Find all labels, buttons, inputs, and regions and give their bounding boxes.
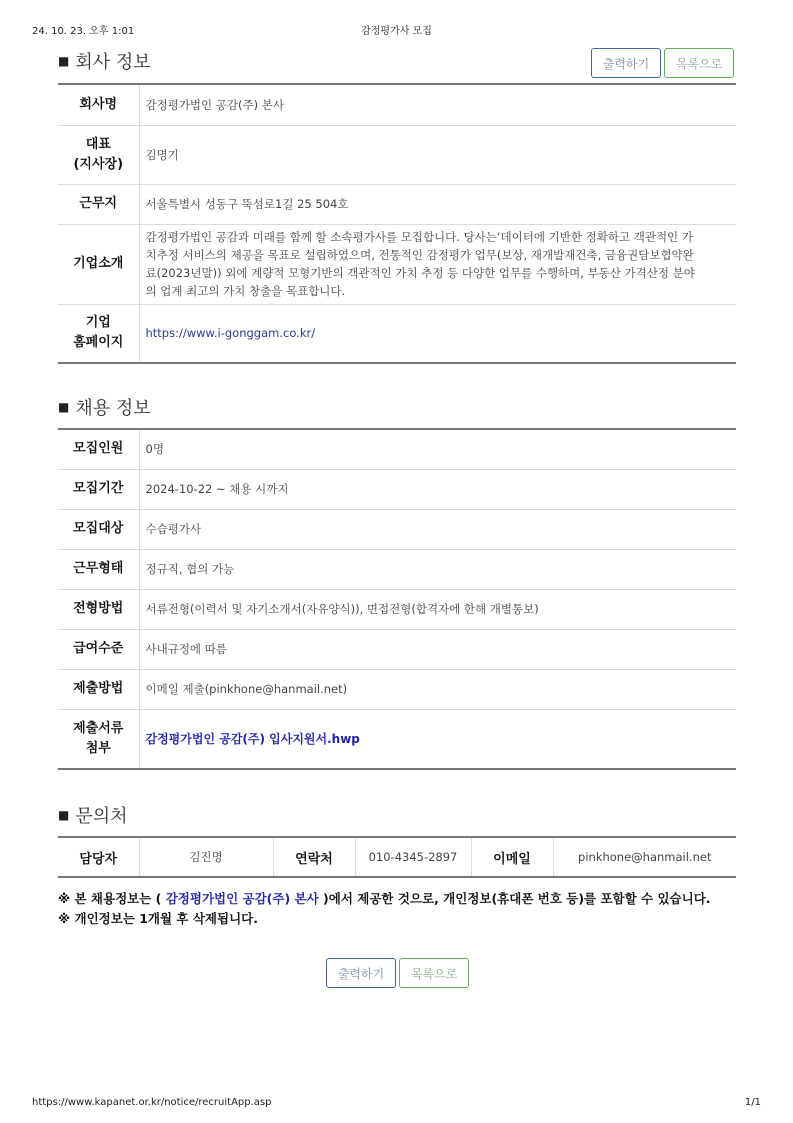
work-type-label: 근무형태 [58, 549, 139, 589]
work-type-value: 정규직, 협의 가능 [139, 549, 736, 589]
print-title: 감정평가사 모집 [361, 26, 432, 37]
recruit-row [58, 429, 736, 469]
notice-line1-prefix: ※ 본 채용정보는 ( [58, 891, 166, 906]
homepage-label [58, 304, 139, 363]
salary-label: 급여수준 [58, 629, 139, 669]
location-value: 서울특별시 성동구 뚝섬로1길 25 504호 [139, 184, 736, 224]
print-button-bottom[interactable]: 출력하기 [326, 958, 396, 988]
attachment-label-line2: 첨부 [85, 740, 111, 756]
recruit-row [58, 469, 736, 509]
phone-value: 010-4345-2897 [355, 837, 471, 877]
submit-method-label: 제출방법 [58, 669, 139, 709]
privacy-notice [58, 889, 738, 929]
top-print-button-wrap [591, 48, 661, 78]
recruit-row [58, 629, 736, 669]
bottom-print-button-wrap [326, 958, 396, 988]
company-row-ceo [58, 125, 736, 184]
contact-row [58, 837, 736, 877]
ceo-value: 김명기 [139, 125, 736, 184]
intro-line: 감정평가법인 공감과 미래를 함께 할 소속평가사를 모집합니다. 당사는‘데이터에 기반한 정확하고 객관적인 가 [145, 230, 693, 244]
company-row-intro [58, 224, 736, 304]
recruit-target-value: 수습평가사 [139, 509, 736, 549]
square-bullet-icon: ■ [58, 54, 70, 68]
company-section-title-text: 회사 정보 [75, 52, 151, 73]
bottom-list-button-wrap [399, 958, 469, 988]
notice-line1 [58, 889, 738, 909]
list-button[interactable]: 목록으로 [664, 48, 734, 78]
company-section-title [58, 48, 151, 74]
manager-label: 담당자 [58, 837, 139, 877]
recruit-period-value: 2024-10-22 ~ 채용 시까지 [139, 469, 736, 509]
company-row-homepage [58, 304, 736, 363]
attachment-file-link[interactable]: 감정평가법인 공감(주) 입사지원서.hwp [145, 731, 360, 746]
notice-line1-suffix: )에서 제공한 것으로, 개인정보(휴대폰 번호 등)를 포함할 수 있습니다. [318, 891, 711, 906]
manager-value: 김진명 [139, 837, 273, 877]
square-bullet-icon: ■ [58, 400, 70, 414]
attachment-value [139, 709, 736, 769]
recruit-info-table [58, 428, 736, 770]
recruit-row [58, 509, 736, 549]
print-header [32, 22, 761, 36]
email-label: 이메일 [471, 837, 553, 877]
top-list-button-wrap [664, 48, 734, 78]
intro-line: 료(2023년말)) 외에 계량적 모형기반의 객관적인 가치 추정 등 다양한 업무를 수행하며, 부동산 가격산정 분야 [145, 266, 695, 280]
recruit-row [58, 709, 736, 769]
recruit-count-label: 모집인원 [58, 429, 139, 469]
company-name-value: 감정평가법인 공감(주) 본사 [139, 84, 736, 125]
recruit-target-label: 모집대상 [58, 509, 139, 549]
company-info-table [58, 83, 736, 364]
contact-section-title [58, 802, 128, 828]
recruit-row [58, 589, 736, 629]
intro-value [139, 224, 736, 304]
location-label: 근무지 [58, 184, 139, 224]
list-button-bottom[interactable]: 목록으로 [399, 958, 469, 988]
square-bullet-icon: ■ [58, 808, 70, 822]
submit-method-value: 이메일 제출(pinkhone@hanmail.net) [139, 669, 736, 709]
print-url: https://www.kapanet.or.kr/notice/recruitApp.asp [32, 1097, 272, 1108]
recruit-count-value: 0명 [139, 429, 736, 469]
print-page-number: 1/1 [744, 1097, 761, 1108]
company-row-name [58, 84, 736, 125]
homepage-label-line2: 홈페이지 [73, 335, 124, 351]
selection-method-label: 전형방법 [58, 589, 139, 629]
company-name-label: 회사명 [58, 84, 139, 125]
notice-company: 감정평가법인 공감(주) 본사 [165, 891, 319, 906]
recruit-row [58, 549, 736, 589]
contact-section-title-text: 문의처 [75, 806, 128, 827]
ceo-label-line2: (지사장) [73, 156, 124, 172]
homepage-value [139, 304, 736, 363]
recruit-row [58, 669, 736, 709]
print-footer [32, 1097, 761, 1111]
company-row-location [58, 184, 736, 224]
notice-line2: ※ 개인정보는 1개월 후 삭제됩니다. [58, 911, 258, 926]
recruit-period-label: 모집기간 [58, 469, 139, 509]
attachment-label [58, 709, 139, 769]
print-button[interactable]: 출력하기 [591, 48, 661, 78]
print-datetime: 24. 10. 23. 오후 1:01 [32, 26, 135, 37]
salary-value: 사내규정에 따름 [139, 629, 736, 669]
ceo-label-line1: 대표 [85, 136, 111, 152]
intro-line: 의 업계 최고의 가치 창출을 목표합니다. [145, 284, 346, 298]
recruit-section-title [58, 394, 151, 420]
recruit-section-title-text: 채용 정보 [75, 398, 151, 419]
homepage-link[interactable]: https://www.i-gonggam.co.kr/ [145, 326, 316, 341]
attachment-label-line1: 제출서류 [73, 720, 124, 736]
contact-table [58, 836, 736, 878]
intro-label: 기업소개 [58, 224, 139, 304]
email-value: pinkhone@hanmail.net [578, 850, 712, 864]
ceo-label [58, 125, 139, 184]
intro-line: 치추정 서비스의 제공을 목표로 설립하였으며, 전통적인 감정평가 업무(보상, 재개발재건축, 금융권담보협약완 [145, 248, 694, 262]
phone-label: 연락처 [273, 837, 355, 877]
selection-method-value: 서류전형(이력서 및 자기소개서(자유양식)), 면접전형(합격자에 한해 개별통보) [139, 589, 736, 629]
homepage-label-line1: 기업 [85, 315, 111, 331]
